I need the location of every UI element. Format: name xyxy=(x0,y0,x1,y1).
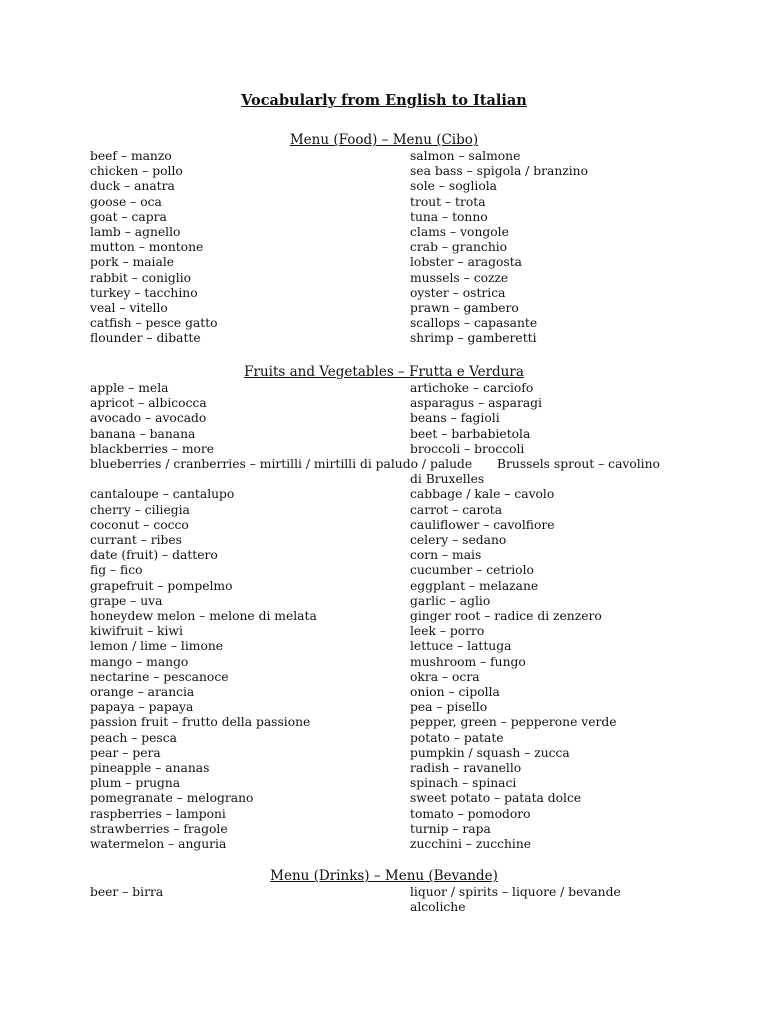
list-item: Brussels sprout – cavolino xyxy=(497,457,660,471)
list-item: apricot – albicocca xyxy=(90,396,207,411)
list-item: sole – sogliola xyxy=(410,179,498,194)
list-item: mutton – montone xyxy=(90,240,204,255)
list-item: tomato – pomodoro xyxy=(410,806,531,821)
list-item: cucumber – cetriolo xyxy=(410,563,534,578)
list-item: asparagus – asparagi xyxy=(410,396,542,411)
list-item: corn – mais xyxy=(410,548,482,563)
list-item: passion fruit – frutto della passione xyxy=(90,715,311,730)
list-item: strawberries – fragole xyxy=(90,821,228,836)
list-item: oyster – ostrica xyxy=(410,285,506,300)
list-item: fig – fico xyxy=(90,563,143,578)
list-item: blackberries – more xyxy=(90,441,215,456)
list-item: prawn – gambero xyxy=(410,301,519,315)
list-item: trout – trota xyxy=(410,194,486,209)
section-heading-drinks: Menu (Drinks) – Menu (Bevande) xyxy=(270,868,498,884)
list-item: garlic – aglio xyxy=(410,593,491,608)
list-item: scallops – capasante xyxy=(410,316,538,331)
list-item: mussels – cozze xyxy=(410,270,509,285)
list-item: grapefruit – pompelmo xyxy=(90,578,233,593)
list-item: carrot – carota xyxy=(410,502,503,517)
list-item: flounder – dibatte xyxy=(90,331,201,346)
list-item: watermelon – anguria xyxy=(90,837,227,851)
list-item: chicken – pollo xyxy=(90,164,183,179)
list-item: orange – arancia xyxy=(90,685,195,699)
list-item: blueberries / cranberries – mirtilli / mirtilli di paludo / palude xyxy=(90,457,473,471)
list-item: lemon / lime – limone xyxy=(90,639,224,654)
list-item: beef – manzo xyxy=(90,149,172,163)
list-item: pomegranate – melograno xyxy=(90,791,254,806)
list-item: beet – barbabietola xyxy=(410,426,531,441)
list-item: sweet potato – patata dolce xyxy=(410,791,582,806)
list-item: goose – oca xyxy=(90,194,162,209)
list-item: sea bass – spigola / branzino xyxy=(410,164,588,179)
list-item: raspberries – lamponi xyxy=(90,806,226,821)
page-title: Vocabularly from English to Italian xyxy=(241,92,527,109)
list-item: veal – vitello xyxy=(90,301,168,315)
list-item: currant – ribes xyxy=(90,533,182,547)
list-item: peach – pesca xyxy=(90,730,177,745)
list-item: cauliflower – cavolfiore xyxy=(410,517,555,532)
list-item: cabbage / kale – cavolo xyxy=(410,487,555,502)
list-item: crab – granchio xyxy=(410,240,508,255)
section-heading-fruits-vegetables: Fruits and Vegetables – Frutta e Verdura xyxy=(244,364,524,380)
list-item: duck – anatra xyxy=(90,179,175,194)
list-item: goat – capra xyxy=(90,209,167,224)
list-item: zucchini – zucchine xyxy=(410,837,532,851)
list-item: lettuce – lattuga xyxy=(410,639,512,654)
list-item: avocado – avocado xyxy=(90,411,207,426)
list-item: leek – porro xyxy=(410,624,485,639)
list-item: alcoliche xyxy=(410,900,466,915)
list-item: ginger root – radice di zenzero xyxy=(410,609,602,623)
list-item: okra – ocra xyxy=(410,669,480,684)
list-item: radish – ravanello xyxy=(410,761,522,775)
list-item: pear – pera xyxy=(90,745,161,760)
list-item: potato – patate xyxy=(410,730,504,745)
list-item: eggplant – melazane xyxy=(410,578,539,593)
list-item: banana – banana xyxy=(90,426,196,441)
list-item: shrimp – gamberetti xyxy=(410,331,537,346)
list-item: pork – maiale xyxy=(90,255,175,270)
list-item: apple – mela xyxy=(90,381,169,395)
list-item: onion – cipolla xyxy=(410,685,500,699)
list-item: nectarine – pescanoce xyxy=(90,669,229,684)
list-item: catfish – pesce gatto xyxy=(90,316,218,331)
list-item: spinach – spinaci xyxy=(410,776,517,791)
list-item: pineapple – ananas xyxy=(90,761,210,775)
list-item: kiwifruit – kiwi xyxy=(90,624,183,639)
list-item: pumpkin / squash – zucca xyxy=(410,745,570,760)
list-item: lamb – agnello xyxy=(90,225,181,239)
list-item: mango – mango xyxy=(90,654,189,669)
list-item: artichoke – carciofo xyxy=(410,381,534,395)
list-item: turkey – tacchino xyxy=(90,285,198,300)
list-item: cantaloupe – cantalupo xyxy=(90,487,235,502)
list-item: liquor / spirits – liquore / bevande xyxy=(410,885,621,899)
list-item: salmon – salmone xyxy=(410,149,521,163)
list-item: celery – sedano xyxy=(410,533,507,547)
list-item: lobster – aragosta xyxy=(410,255,522,270)
list-item: broccoli – broccoli xyxy=(410,441,525,456)
section-heading-food: Menu (Food) – Menu (Cibo) xyxy=(289,132,479,148)
list-item: pea – pisello xyxy=(410,700,488,715)
list-item: di Bruxelles xyxy=(410,472,485,487)
list-item: clams – vongole xyxy=(410,225,509,239)
list-item: mushroom – fungo xyxy=(410,654,526,669)
list-item: turnip – rapa xyxy=(410,821,491,836)
list-item: rabbit – coniglio xyxy=(90,270,192,285)
list-item: plum – prugna xyxy=(90,776,181,791)
list-item: beer – birra xyxy=(90,885,164,899)
list-item: honeydew melon – melone di melata xyxy=(90,609,317,623)
list-item: coconut – cocco xyxy=(90,517,189,532)
list-item: pepper, green – pepperone verde xyxy=(410,715,617,730)
list-item: beans – fagioli xyxy=(410,411,500,426)
list-item: cherry – ciliegia xyxy=(90,502,190,517)
list-item: papaya – papaya xyxy=(90,700,194,715)
list-item: grape – uva xyxy=(90,593,163,608)
list-item: date (fruit) – dattero xyxy=(90,548,218,563)
list-item: tuna – tonno xyxy=(410,209,488,224)
